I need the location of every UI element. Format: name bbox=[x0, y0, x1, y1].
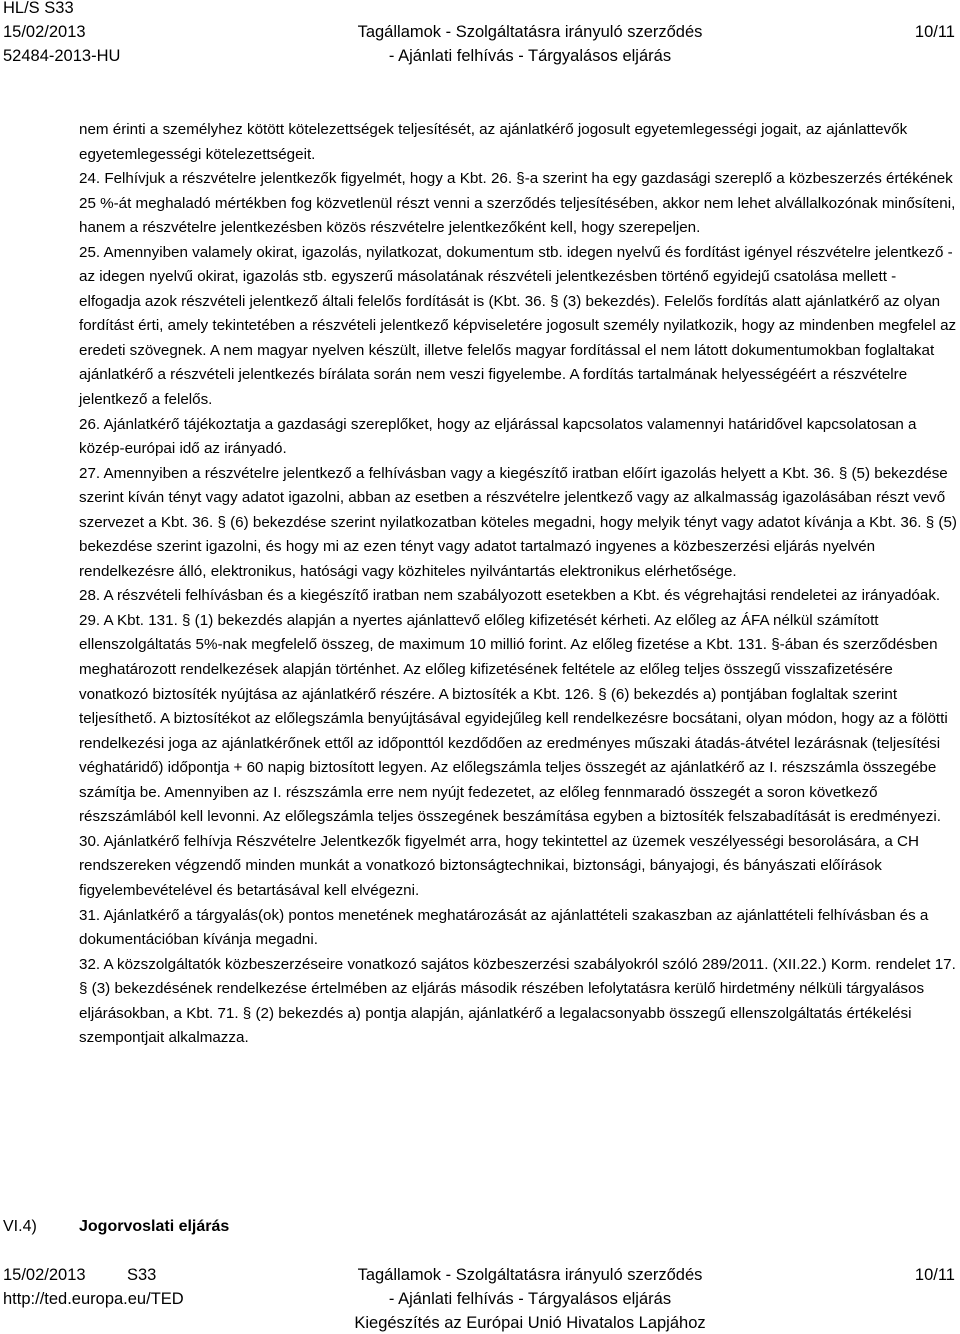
footer-url-link[interactable]: http://ted.europa.eu/TED bbox=[3, 1290, 184, 1308]
body-paragraph: 27. Amennyiben a részvételre jelentkező a felhívásban vagy a kiegészítő iratban előírt igazolás helyett a Kbt. 36. § (5) bekezdése szerint kíván tényt vagy adatot igazolni, abban az esetben a részvételre jelentkező vagy az alkalmasság igazolásában részt vevő szervezet a Kbt. 36. § (6) bekezdése szerint nyilatkozatban köteles megadni, hogy melyik tényt vagy adatot kívánja a Kbt. 36. § (5) bekezdése szerint igazolni, és hogy mi az ezen tényt vagy adatot tartalmazó ingyenes a közbeszerzési eljárás nyelvén rendelkezésre álló, elektronikus, hatósági vagy közhiteles nyilvántartás elektronikus elérhetősége. bbox=[79, 464, 957, 580]
document-body bbox=[79, 118, 957, 1051]
body-paragraph: 31. Ajánlatkérő a tárgyalás(ok) pontos menetének meghatározását az ajánlattételi szakaszban az ajánlattételi felhívásban és a dokumentációban kívánja megadni. bbox=[79, 906, 929, 949]
header-title-line2: - Ajánlati felhívás - Tárgyalásos eljárás bbox=[388, 47, 672, 65]
footer-page-number: 10/11 bbox=[914, 1266, 955, 1284]
document-reference: HL/S S33 bbox=[3, 0, 74, 17]
header-page-number: 10/11 bbox=[914, 23, 955, 41]
body-paragraph: 25. Amennyiben valamely okirat, igazolás, nyilatkozat, dokumentum stb. idegen nyelvű és fordítást igényel részvételre jelentkező - az idegen nyelvű okirat, igazolás stb. egyszerű másolatának részvételi jelentkezésben történő egyidejű csatolása mellett - elfogadja azok részvételi jelentkező általi felelős fordítását is (Kbt. 36. § (3) bekezdés). Felelős fordítás alatt ajánlatkérő az olyan fordítást érti, amely tekintetében a részvételi jelentkező képviseletére jogosult személy nyilatkozik, hogy az mindenben megfelel az eredeti szövegnek. A nem magyar nyelven készült, illetve felelős magyar fordítással el nem látott dokumentumokban foglaltakat ajánlatkérő a részvételi jelentkezés bírálata során nem veszi figyelembe. A fordítás tartalmának helyességéért a részvételre jelentkező a felelős. bbox=[79, 243, 957, 409]
section-title: Jogorvoslati eljárás bbox=[79, 1218, 230, 1235]
header-title-line1: Tagállamok - Szolgáltatásra irányuló szerződés bbox=[357, 23, 703, 41]
body-paragraph: 32. A közszolgáltatók közbeszerzéseire vonatkozó sajátos közbeszerzési szabályokról szóló 289/2011. (XII.22.) Korm. rendelet 17. § (3) bekezdésének rendelkezése értelmében az eljárás második részében lefolytatásra kerülő hirdetmény nélküli tárgyalásos eljárásokban, a Kbt. 71. § (2) bekezdés a) pontja alapján, ajánlatkérő a legalacsonyabb összegű ellenszolgáltatás értékelési szempontjait alkalmazza. bbox=[79, 955, 956, 1047]
header-date: 15/02/2013 bbox=[3, 23, 86, 41]
body-paragraph: nem érinti a személyhez kötött kötelezettségek teljesítését, az ajánlatkérő jogosult egyetemlegességi jogait, az ajánlattevők egyetemlegességi kötelezettségeit. bbox=[79, 121, 908, 163]
footer-title-line3: Kiegészítés az Európai Unió Hivatalos Lapjához bbox=[354, 1314, 706, 1332]
body-paragraph: 28. A részvételi felhívásban és a kiegészítő iratban nem szabályozott esetekben a Kbt. és végrehajtási rendeletei az irányadóak. bbox=[79, 587, 941, 605]
footer-title-line2: - Ajánlati felhívás - Tárgyalásos eljárás bbox=[388, 1290, 672, 1308]
footer-title-line1: Tagállamok - Szolgáltatásra irányuló szerződés bbox=[357, 1266, 703, 1284]
footer-date: 15/02/2013 bbox=[3, 1266, 86, 1284]
body-paragraph: 26. Ajánlatkérő tájékoztatja a gazdasági szereplőket, hogy az eljárással kapcsolatos valamennyi határidővel kapcsolatosan a közép-európai idő az irányadó. bbox=[79, 415, 917, 458]
body-paragraph: 24. Felhívjuk a részvételre jelentkezők figyelmét, hogy a Kbt. 26. §-a szerint ha egy gazdasági szereplő a közbeszerzés értékének 25 %-át meghaladó mértékben fog közvetlenül részt venni a szerződés teljesítésében, akkor nem lehet alvállalkozónak minősíteni, hanem a részvételre jelentkezésben közös részvételre jelentkezőként kell, hogy szerepeljen. bbox=[79, 170, 956, 237]
notice-id: 52484-2013-HU bbox=[3, 47, 121, 65]
section-number: VI.4) bbox=[3, 1218, 37, 1235]
body-paragraph: 29. A Kbt. 131. § (1) bekezdés alapján a nyertes ajánlattevő előleg kifizetését kérheti. Az előleg az ÁFA nélkül számított ellenszolgáltatás 5%-nak megfelelő összeg, de maximum 10 millió forint. Az előleg fizetése a Kbt. 131. §-ában és szerződésben meghatározott rendelkezések alapján történhet. Az előleg kifizetésének feltétele az előleg teljes összegű visszafizetésére vonatkozó biztosíték nyújtása az ajánlatkérő részére. A biztosíték a Kbt. 126. § (6) bekezdés a) pontjában foglaltak szerint teljesíthető. A biztosítékot az előlegszámla benyújtásával egyidejűleg kell rendelkezésre bocsátani, olyan módon, hogy az a fölötti rendelkezési joga az ajánlatkérőnek ettől az időponttól kezdődően az eredményes műszaki átadás-átvétel lezárásnak (teljesítési véghatáridő) időpontja + 60 napig biztosított legyen. Az előlegszámla teljes összegét az ajánlatkérő az I. részszámla összegébe számítja be. Amennyiben az I. részszámla erre nem nyújt fedezetet, az előleg fennmaradó összegét a soron következő részszámlából kell levonni. Az előlegszámla teljes összegének beszámítása egyben a biztosíték felszabadítását is eredményezi. bbox=[79, 611, 948, 826]
body-paragraph: 30. Ajánlatkérő felhívja Részvételre Jelentkezők figyelmét arra, hogy tekintettel az üzemek veszélyességi besorolására, a CH rendszereken végzendő minden munkát a vonatkozó biztonságtechnikai, biztonsági, bányajogi, és bányászati előírások figyelembevételével és betartásával kell elvégezni. bbox=[79, 832, 919, 899]
footer-series: S33 bbox=[127, 1266, 157, 1284]
